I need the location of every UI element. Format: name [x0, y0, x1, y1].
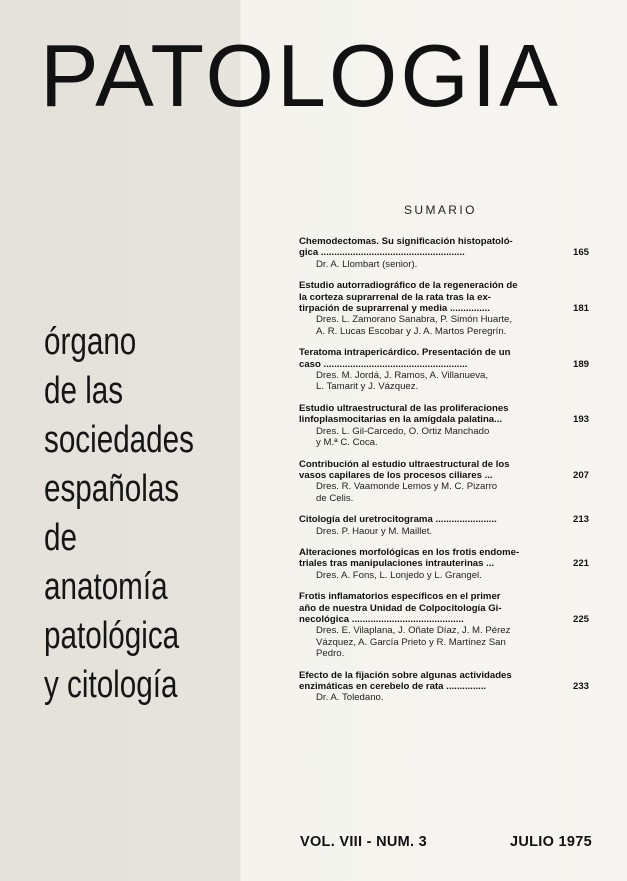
- author-line: Vázquez, A. García Prieto y R. Martínez San: [316, 636, 506, 648]
- toc-entry: [299, 403, 589, 449]
- entry-title: [299, 236, 589, 259]
- author-line: de Celis.: [316, 492, 354, 504]
- author-line: Dres. M. Jordá, J. Ramos, A. Villanueva,: [316, 370, 489, 382]
- toc-entry: [299, 236, 589, 270]
- toc-entry: [299, 347, 589, 393]
- title-line: enzimáticas en cerebelo de rata ...............: [299, 681, 487, 692]
- entry-title: [299, 347, 589, 370]
- description-line: patológica: [44, 615, 180, 657]
- author-line: Dr. A. Toledano.: [316, 692, 384, 704]
- author-line: L. Tamarit y J. Vázquez.: [316, 381, 419, 393]
- entry-authors: [299, 692, 589, 703]
- page-number: 165: [572, 247, 589, 259]
- entry-title: [299, 670, 589, 693]
- title-line: Frotis inflamatorios específicos en el primer: [299, 591, 501, 603]
- title-line: tirpación de suprarrenal y media ...............: [299, 303, 490, 315]
- entry-title: [299, 547, 589, 570]
- author-line: Pedro.: [316, 648, 345, 660]
- entry-title: [299, 403, 589, 426]
- title-line: Teratoma intrapericárdico. Presentación de un: [299, 347, 511, 359]
- title-line: Contribución al estudio ultraestructural de los: [299, 458, 510, 470]
- entry-authors: [299, 370, 589, 393]
- title-line: año de nuestra Unidad de Colpocitología Gi-: [299, 602, 502, 614]
- title-line: vasos capilares de los procesos ciliares ...: [299, 469, 493, 481]
- title-line: Estudio autorradiográfico de la regeneración de: [299, 280, 518, 292]
- entry-authors: [299, 570, 589, 581]
- volume-number: VOL. VIII - NUM. 3: [300, 834, 428, 850]
- title-line: linfoplasmocitarias en la amígdala palatina...: [299, 414, 503, 426]
- author-line: Dres. P. Haour y M. Maillet.: [316, 525, 433, 537]
- author-line: Dres. A. Fons, L. Lonjedo y L. Grangel.: [316, 569, 482, 581]
- author-line: Dres. E. Vilaplana, J. Oñate Díaz, J. M. Pérez: [316, 625, 511, 637]
- page-number: 213: [572, 514, 589, 526]
- description-line: sociedades: [44, 419, 194, 461]
- entry-authors: [299, 481, 589, 504]
- title-line: necológica ..........................................: [299, 613, 464, 625]
- description-line: de: [44, 517, 77, 559]
- toc-entry: [299, 670, 589, 704]
- title-line: triales tras manipulaciones intrauterinas ...: [299, 558, 495, 570]
- page-number: 193: [572, 414, 589, 426]
- page-number: 225: [572, 613, 589, 625]
- entry-title: [299, 514, 589, 525]
- description-line: anatomía: [44, 566, 168, 608]
- entry-title: [299, 591, 589, 625]
- page-number: 181: [572, 303, 589, 315]
- page-number: 189: [572, 358, 589, 370]
- sumario-heading: SUMARIO: [404, 203, 477, 217]
- title-line: caso ......................................................: [299, 358, 468, 370]
- journal-masthead: PATOLOGIA: [40, 26, 561, 125]
- entry-authors: [299, 625, 589, 659]
- toc-entry: [299, 514, 589, 537]
- toc-entry: [299, 547, 589, 581]
- title-line: Estudio ultraestructural de las proliferaciones: [299, 402, 509, 414]
- author-line: Dres. L. Zamorano Sanabra, P. Simón Huarte,: [316, 314, 513, 326]
- author-line: Dr. A. Llombart (senior).: [316, 258, 418, 270]
- page-number: 221: [572, 558, 589, 570]
- title-line: Citología del uretrocitograma .......................: [299, 514, 497, 526]
- page-number: 207: [572, 469, 589, 481]
- title-line: la corteza suprarrenal de la rata tras la ex-: [299, 291, 491, 303]
- description-line: y citología: [44, 664, 178, 706]
- toc-entry: [299, 591, 589, 659]
- entry-title: [299, 459, 589, 482]
- entry-authors: [299, 259, 589, 270]
- title-line: gica ......................................................: [299, 247, 465, 259]
- author-line: Dres. L. Gil-Carcedo, O. Ortiz Manchado: [316, 425, 490, 437]
- entry-title: [299, 280, 589, 314]
- author-line: y M.ª C. Coca.: [316, 437, 378, 449]
- entry-authors: [299, 426, 589, 449]
- page-number: 233: [572, 681, 589, 692]
- title-line: Alteraciones morfológicas en los frotis endome-: [299, 546, 520, 558]
- issue-date: JULIO 1975: [510, 834, 592, 850]
- entry-authors: [299, 314, 589, 337]
- description-line: españolas: [44, 468, 180, 510]
- title-line: Efecto de la fijación sobre algunas actividades: [299, 669, 512, 681]
- entry-authors: [299, 526, 589, 537]
- author-line: Dres. R. Vaamonde Lemos y M. C. Pizarro: [316, 481, 498, 493]
- description-line: órgano: [44, 321, 137, 363]
- title-line: Chemodectomas. Su significación histopatoló-: [299, 236, 513, 247]
- author-line: A. R. Lucas Escobar y J. A. Martos Peregrín.: [316, 325, 507, 337]
- toc-entry: [299, 280, 589, 337]
- journal-description: [44, 318, 192, 710]
- table-of-contents: [299, 236, 589, 714]
- description-line: de las: [44, 370, 124, 412]
- toc-entry: [299, 459, 589, 505]
